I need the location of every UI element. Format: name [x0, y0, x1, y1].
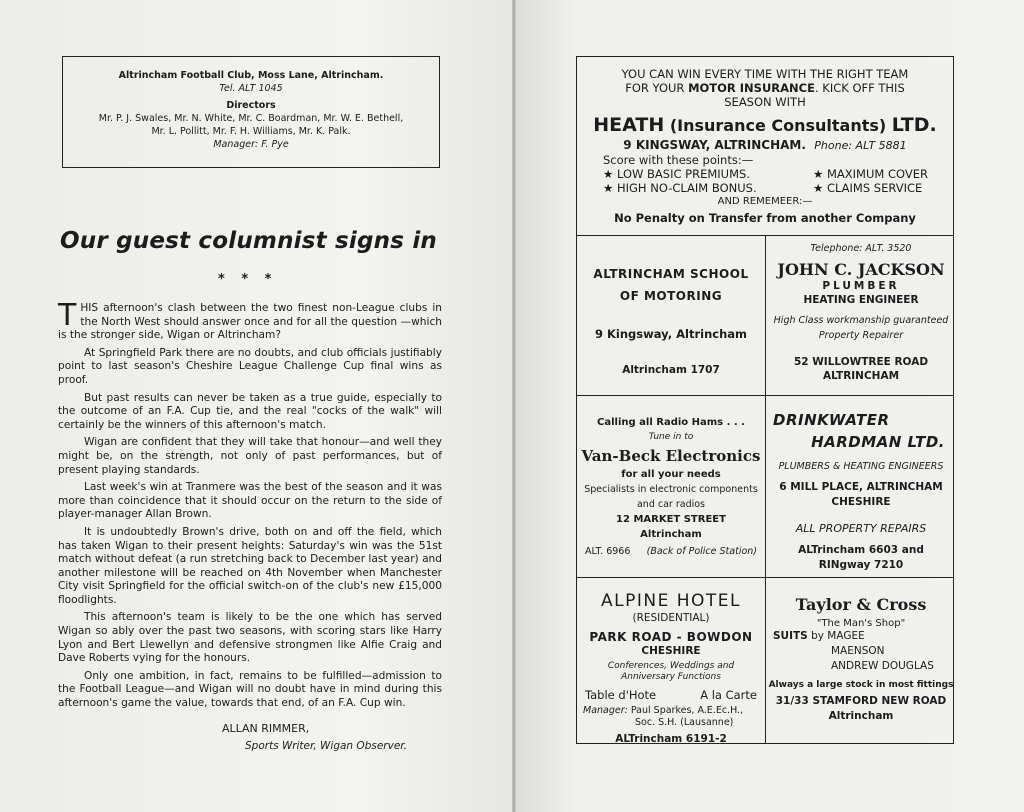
drinkwater-repairs: ALL PROPERTY REPAIRS — [795, 522, 927, 535]
star-icon: ★ — [603, 167, 614, 181]
club-tel: Tel. ALT 1045 — [219, 83, 283, 94]
ad-van-beck-electronics — [577, 397, 765, 577]
alpine-county: CHESHIRE — [641, 645, 701, 657]
heath-points-row-2: ★ HIGH NO-CLAIM BONUS. ★ CLAIMS SERVICE — [603, 181, 923, 195]
vanbeck-town: Altrincham — [640, 529, 702, 540]
jackson-trade: PLUMBER — [822, 280, 900, 292]
alpine-name: ALPINE HOTEL — [601, 591, 741, 611]
jackson-address: 52 WILLOWTREE ROAD ALTRINCHAM — [793, 356, 929, 382]
divider — [577, 577, 953, 578]
author-name: ALLAN RIMMER, — [222, 722, 310, 735]
school-tel: Altrincham 1707 — [622, 364, 720, 376]
article-paragraph: Only one ambition, in fact, remains to be fulfilled—admission to the Football League—and Wigan will no doubt have in mind during this afternoon's game the value, towards that end, of an F.A. Cup win. — [58, 669, 442, 710]
school-name-1: ALTRINCHAM SCHOOL — [593, 267, 749, 281]
taylor-suits: SUITS by MAGEE MAENSON ANDREW DOUGLAS — [773, 630, 934, 672]
drinkwater-name-1: DRINKWATER — [773, 411, 890, 429]
club-title: Altrincham Football Club, Moss Lane, Altrincham. — [118, 70, 384, 81]
author-role: Sports Writer, Wigan Observer. — [245, 740, 407, 752]
heath-line-2: FOR YOUR MOTOR INSURANCE. KICK OFF THIS — [625, 81, 905, 95]
heath-company-name: HEATH (Insurance Consultants) LTD. — [593, 114, 937, 136]
alpine-tel: ALTrincham 6191-2 — [615, 733, 727, 745]
heath-closing: No Penalty on Transfer from another Company — [614, 211, 916, 225]
ad-john-c-jackson — [767, 237, 955, 395]
article-paragraph: Last week's win at Tranmere was the best of the season and it was more than coincidence that it should occur on the return to the side of player-manager Allan Brown. — [58, 481, 442, 521]
vanbeck-line-4: Specialists in electronic components — [584, 484, 758, 495]
ad-drinkwater-hardman — [767, 397, 955, 577]
drinkwater-trade: PLUMBERS & HEATING ENGINEERS — [778, 461, 944, 472]
heath-points-row-1: ★ LOW BASIC PREMIUMS. ★ MAXIMUM COVER — [603, 167, 928, 181]
jackson-name: JOHN C. JACKSON — [777, 260, 945, 279]
taylor-shop: "The Man's Shop" — [816, 618, 906, 629]
directors-heading: Directors — [226, 100, 276, 111]
vanbeck-tel: ALT. 6966 (Back of Police Station) — [585, 546, 757, 557]
jackson-trade-2: HEATING ENGINEER — [803, 294, 919, 306]
vanbeck-line-5: and car radios — [636, 499, 706, 510]
article-paragraph: Wigan are confident that they will take that honour—and well they might be, on the strength, not only of past performances, but of present playing standards. — [58, 436, 442, 476]
club-manager: Manager: F. Pye — [213, 139, 289, 150]
heath-line-3: SEASON WITH — [724, 95, 806, 109]
divider — [577, 395, 953, 396]
divider — [765, 235, 766, 743]
article-paragraph: It is undoubtedly Brown's drive, both on and off the field, which has taken Wigan to their present heights: Saturday's win was the 51st match without defeat (a run stretching back to December last year) and another milestone will be reached on 4th November when Manchester City visit Springfield for the official switch-on of the club's new £15,000 floodlights. — [58, 525, 442, 606]
vanbeck-line-3: for all your needs — [621, 469, 721, 480]
drinkwater-name-2: HARDMAN LTD. — [811, 433, 945, 451]
directors-line-2: Mr. L. Pollitt, Mr. F. H. Williams, Mr. K. Palk. — [151, 126, 351, 137]
directors-line-1: Mr. P. J. Swales, Mr. N. White, Mr. C. Boardman, Mr. W. E. Bethell, — [98, 113, 404, 124]
star-icon: ★ — [813, 181, 824, 195]
advertisements-panel — [576, 56, 954, 744]
ad-taylor-and-cross — [767, 579, 955, 743]
article-paragraph: THIS afternoon's clash between the two finest non-League clubs in the North West should answer once and for all the question —which is the stronger side, Wigan or Altrincham? — [58, 298, 442, 342]
drinkwater-address: 6 MILL PLACE, ALTRINCHAM CHESHIRE — [779, 481, 943, 508]
page-fold — [512, 0, 516, 812]
drinkwater-tel: ALTrincham 6603 and RINgway 7210 — [798, 544, 924, 571]
vanbeck-name: Van-Beck Electronics — [581, 447, 761, 465]
column-title: Our guest columnist signs in — [60, 228, 437, 254]
ad-heath-insurance — [577, 57, 953, 235]
jackson-quality: High Class workmanship guaranteed Property Repairer — [773, 315, 949, 341]
article-paragraph: This afternoon's team is likely to be the one which has served Wigan so ably over the past two seasons, with scoring stars like Harry Lyon and Bert Llewellyn and defensive strongmen like Alfie Craig and Dave Roberts vying for the honours. — [58, 611, 442, 665]
star-icon: ★ — [603, 181, 614, 195]
taylor-name: Taylor & Cross — [795, 595, 927, 614]
school-address: 9 Kingsway, Altrincham — [594, 327, 747, 341]
club-info-box — [62, 56, 440, 168]
article-paragraph: At Springfield Park there are no doubts, and club officials justifiably point to last season's Cheshire League Challenge Cup final wins as proof. — [58, 346, 442, 386]
ad-school-of-motoring — [577, 237, 765, 395]
heath-address: 9 KINGSWAY, ALTRINCHAM. Phone: ALT 5881 — [623, 138, 907, 152]
heath-line-1: YOU CAN WIN EVERY TIME WITH THE RIGHT TEAM — [621, 67, 909, 81]
article-paragraph: But past results can never be taken as a true guide, especially to the outcome of an F.A. Cup tie, and the real "cocks of the walk" will certainly be the winners of this afternoon's match. — [58, 391, 442, 431]
heath-points-intro: Score with these points:— — [603, 153, 754, 167]
alpine-manager: Manager: Paul Sparkes, A.E.Ec.H., Soc. S.H. (Lausanne) — [583, 705, 744, 728]
ad-alpine-hotel — [577, 579, 765, 743]
star-icon: ★ — [813, 167, 824, 181]
alpine-residential: (RESIDENTIAL) — [632, 612, 710, 624]
heath-remember: AND REMEMEER:— — [717, 196, 813, 207]
vanbeck-line-2: Tune in to — [648, 432, 694, 442]
taylor-address: 31/33 STAMFORD NEW ROAD Altrincham — [775, 695, 947, 722]
alpine-menu: Table d'Hote A la Carte — [585, 688, 757, 702]
drop-cap: T — [58, 298, 77, 333]
taylor-stock: Always a large stock in most fittings — [768, 680, 954, 690]
jackson-tel: Telephone: ALT. 3520 — [810, 243, 912, 254]
school-name-2: OF MOTORING — [619, 289, 723, 303]
column-article — [58, 298, 442, 715]
alpine-conferences: Conferences, Weddings and Anniversary Functions — [607, 661, 735, 682]
column-stars: * * * — [218, 272, 278, 287]
vanbeck-line-1: Calling all Radio Hams . . . — [597, 417, 745, 428]
alpine-road: PARK ROAD - BOWDON — [589, 630, 753, 644]
vanbeck-address: 12 MARKET STREET — [616, 514, 726, 525]
